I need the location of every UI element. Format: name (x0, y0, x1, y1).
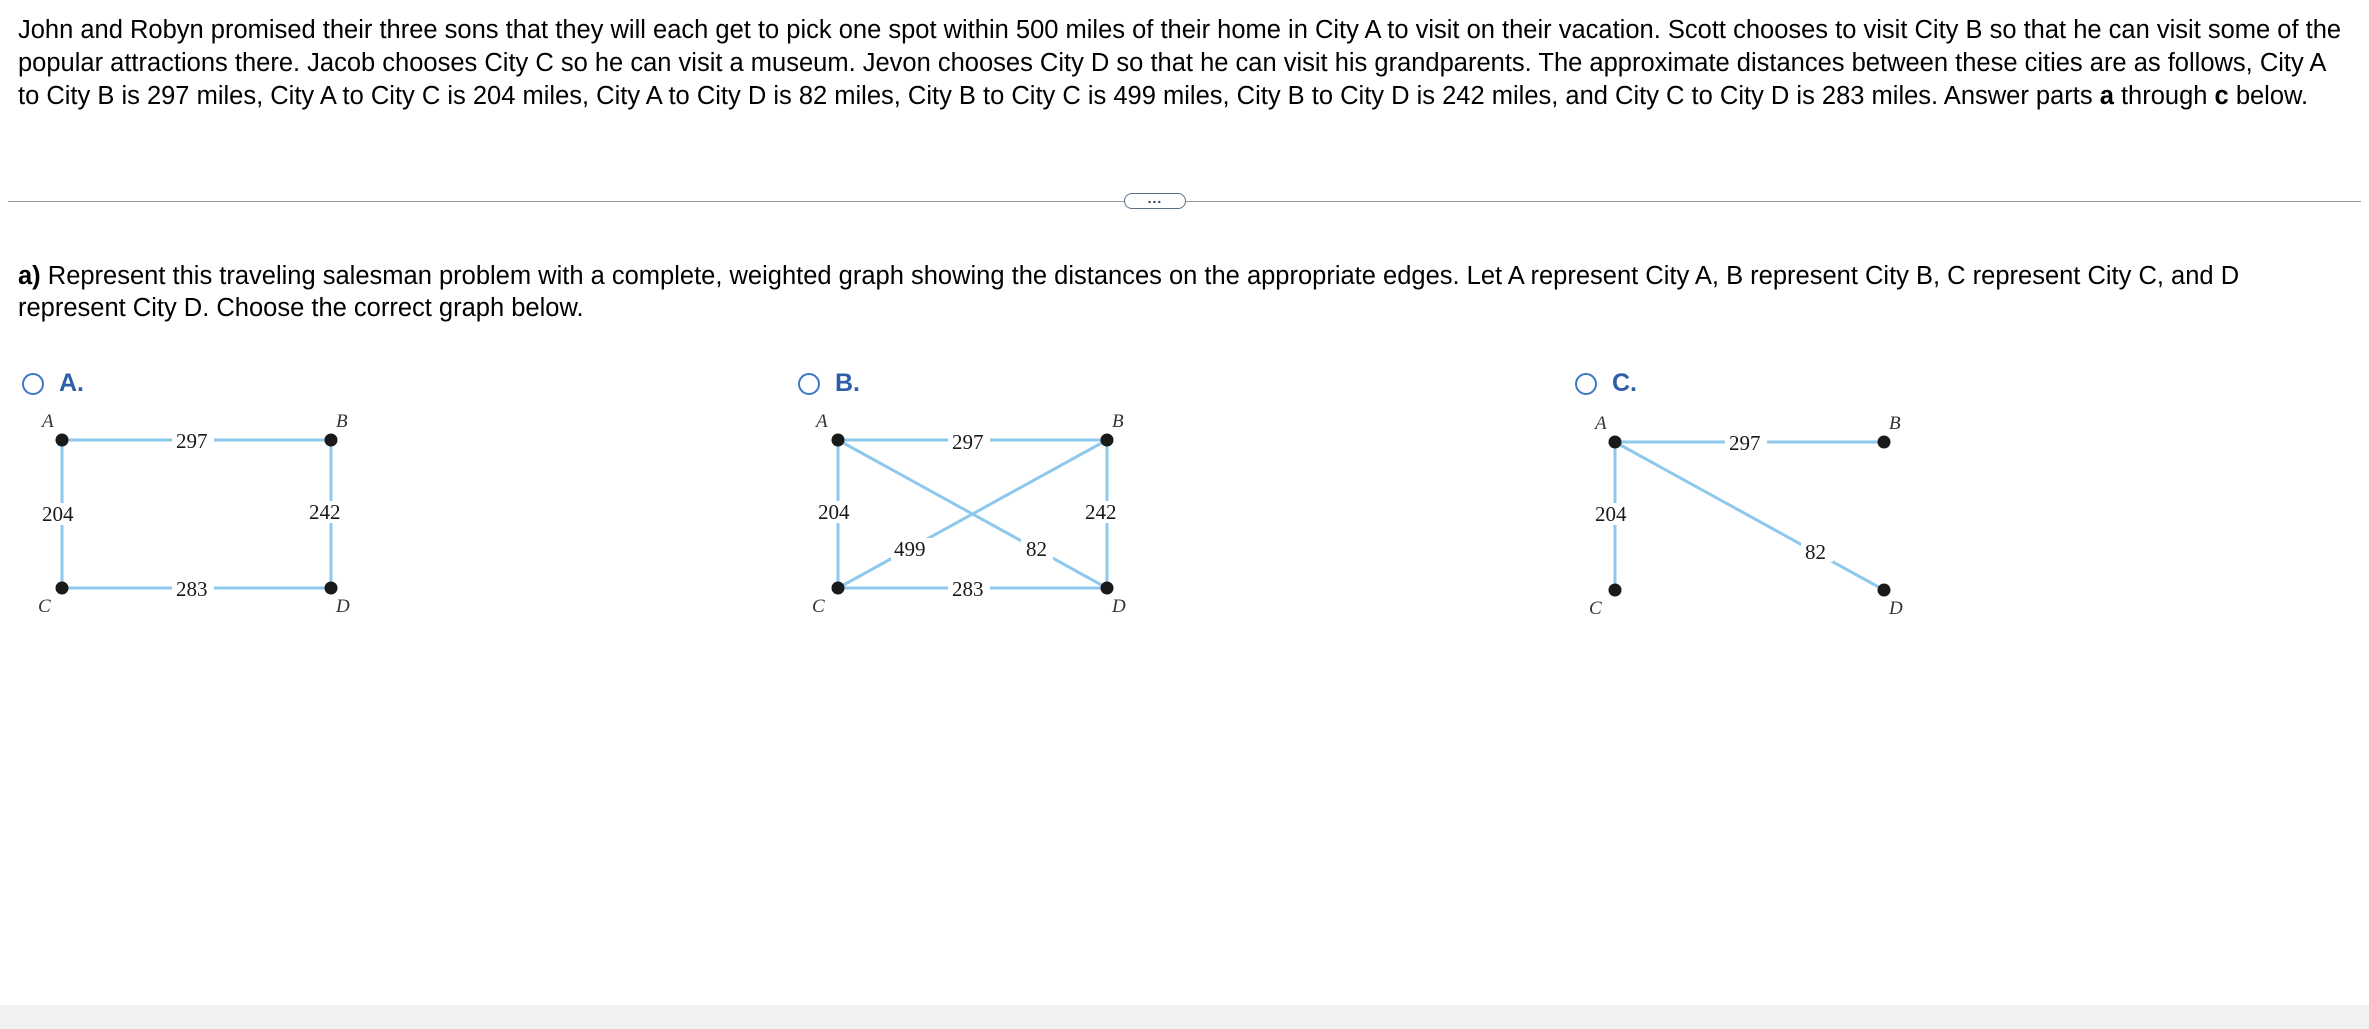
vertex-label: B (336, 411, 348, 432)
expand-more-button[interactable] (1124, 190, 1186, 209)
option-a-label: A. (59, 369, 84, 397)
option-a-graph (22, 366, 362, 626)
problem-through: through (2113, 82, 2215, 110)
problem-end: below. (2228, 82, 2309, 110)
vertex-dot (832, 434, 845, 447)
vertex-label: B (1112, 411, 1124, 432)
weight-label: 297 (1729, 431, 1761, 455)
vertex-dot (325, 434, 338, 447)
weight-label: 283 (176, 577, 208, 601)
option-c-label: C. (1612, 369, 1637, 397)
option-b-graph (798, 366, 1138, 626)
ellipsis-icon: ... (1147, 190, 1163, 206)
weight-label: 297 (952, 430, 984, 454)
vertex-label: A (816, 411, 828, 432)
weight-label: 242 (309, 500, 341, 524)
option-c-graph (1575, 366, 1915, 626)
vertex-label: D (1112, 596, 1126, 617)
question-part-a (18, 260, 2348, 324)
vertex-label: D (336, 596, 350, 617)
option-c[interactable] (1575, 366, 1915, 626)
weight-label: 204 (1595, 502, 1627, 526)
option-a[interactable] (22, 366, 362, 626)
vertex-dot (1101, 434, 1114, 447)
vertex-dot (56, 582, 69, 595)
option-a-weights (40, 429, 353, 601)
vertex-dot (1878, 436, 1891, 449)
weight-label: 242 (1085, 500, 1117, 524)
vertex-dot (1609, 436, 1622, 449)
vertex-label: A (42, 411, 54, 432)
vertex-dot (1609, 584, 1622, 597)
vertex-dot (832, 582, 845, 595)
option-b-edges (838, 440, 1107, 588)
option-c-edges (1615, 442, 1884, 590)
option-b-label: B. (835, 369, 860, 397)
vertex-dot (1101, 582, 1114, 595)
problem-statement (18, 14, 2348, 113)
vertex-label: B (1889, 413, 1901, 434)
weight-label: 82 (1026, 537, 1047, 561)
footer-bar (0, 1005, 2369, 1029)
weight-label: 82 (1805, 540, 1826, 564)
question-part-label: a) (18, 262, 41, 290)
option-b[interactable] (798, 366, 1138, 626)
weight-label: 297 (176, 429, 208, 453)
vertex-dot (1878, 584, 1891, 597)
option-a-edges (62, 440, 331, 588)
vertex-dot (56, 434, 69, 447)
problem-bold-a: a (2099, 82, 2114, 110)
vertex-dot (325, 582, 338, 595)
vertex-label: C (812, 596, 825, 617)
vertex-label: C (1589, 598, 1602, 619)
edge-A-D (1615, 442, 1884, 590)
vertex-label: A (1595, 413, 1607, 434)
weight-label: 204 (818, 500, 850, 524)
question-text: Represent this traveling salesman problem with a complete, weighted graph showing the distances on the appropriate edges. Let A represent City A, B represent City B, C represent City C, and D represent City D. Choose the correct graph below. (18, 262, 2240, 322)
problem-text: John and Robyn promised their three sons that they will each get to pick one spot within 500 miles of their home in City A to visit on their vacation. Scott chooses to visit City B so that he can visit some of the popular attractions there. Jacob chooses City C so he can visit a museum. Jevon chooses City D so that he can visit his grandparents. The approximate distances between these cities are as follows, City A to City B is 297 miles, City A to City C is 204 miles, City A to City D is 82 miles, City B to City C is 499 miles, City B to City D is 242 miles, and City C to City D is 283 miles. Answer parts (18, 16, 2342, 110)
vertex-label: C (38, 596, 51, 617)
vertex-label: D (1889, 598, 1903, 619)
problem-bold-c: c (2214, 82, 2229, 110)
weight-label: 283 (952, 577, 984, 601)
weight-label: 204 (42, 502, 74, 526)
weight-label: 499 (894, 537, 926, 561)
